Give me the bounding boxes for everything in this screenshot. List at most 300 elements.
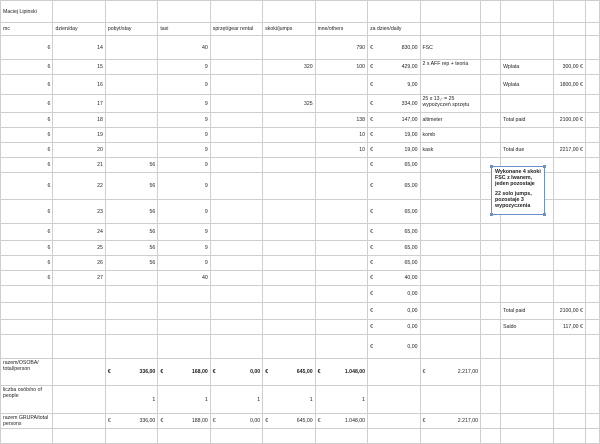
cell[interactable] xyxy=(263,158,315,173)
cell[interactable]: 9 xyxy=(158,75,210,95)
cell[interactable]: 1 xyxy=(210,386,262,414)
cell[interactable] xyxy=(481,60,501,75)
cell[interactable] xyxy=(315,335,367,359)
cell[interactable]: 6 xyxy=(1,241,53,256)
cell[interactable]: 25 x 13,- = 25 wypożyczeń sprzętu xyxy=(420,95,481,113)
cell[interactable]: altimeter xyxy=(420,113,481,128)
cell[interactable] xyxy=(210,75,262,95)
cell[interactable] xyxy=(1,320,53,335)
cell[interactable] xyxy=(368,60,420,75)
cell[interactable] xyxy=(315,1,367,23)
cell[interactable]: 56 xyxy=(105,173,157,200)
cell[interactable] xyxy=(553,256,585,271)
cell[interactable] xyxy=(420,173,481,200)
cell[interactable] xyxy=(263,173,315,200)
cell[interactable] xyxy=(501,286,553,303)
cell[interactable] xyxy=(368,303,420,320)
cell[interactable] xyxy=(553,128,585,143)
cell[interactable] xyxy=(501,95,553,113)
column-header[interactable] xyxy=(481,23,501,36)
cell[interactable]: 17 xyxy=(53,95,105,113)
cell[interactable] xyxy=(585,286,599,303)
cell[interactable]: 2100,00 € xyxy=(553,303,585,320)
column-header[interactable]: sprzęt/gear rental xyxy=(210,23,262,36)
cell[interactable]: 6 xyxy=(1,158,53,173)
cell[interactable]: razem GRUPA/total persons xyxy=(1,414,53,429)
cell[interactable]: 25 xyxy=(53,241,105,256)
cell[interactable]: 1800,00 € xyxy=(553,75,585,95)
cell[interactable] xyxy=(585,224,599,241)
cell[interactable]: 2100,00 € xyxy=(553,113,585,128)
cell[interactable] xyxy=(368,113,420,128)
cell[interactable]: 1 xyxy=(315,386,367,414)
cell[interactable]: 6 xyxy=(1,75,53,95)
cell[interactable] xyxy=(368,271,420,286)
cell[interactable]: 21 xyxy=(53,158,105,173)
cell[interactable]: 9 xyxy=(158,95,210,113)
cell[interactable] xyxy=(368,286,420,303)
cell[interactable] xyxy=(553,158,585,173)
cell[interactable] xyxy=(585,95,599,113)
cell[interactable] xyxy=(210,1,262,23)
cell[interactable] xyxy=(420,320,481,335)
cell[interactable] xyxy=(420,429,481,444)
cell[interactable]: 6 xyxy=(1,271,53,286)
cell[interactable] xyxy=(105,303,157,320)
cell[interactable] xyxy=(501,256,553,271)
cell[interactable]: 6 xyxy=(1,143,53,158)
cell[interactable] xyxy=(210,320,262,335)
cell[interactable]: 27 xyxy=(53,271,105,286)
cell[interactable] xyxy=(420,241,481,256)
cell[interactable] xyxy=(585,36,599,60)
cell[interactable] xyxy=(210,158,262,173)
cell[interactable] xyxy=(585,303,599,320)
cell[interactable] xyxy=(158,1,210,23)
cell[interactable] xyxy=(368,241,420,256)
cell[interactable] xyxy=(481,128,501,143)
cell[interactable] xyxy=(481,286,501,303)
cell[interactable]: Total paid xyxy=(501,303,553,320)
cell[interactable] xyxy=(210,271,262,286)
cell[interactable]: 56 xyxy=(105,200,157,224)
cell[interactable] xyxy=(105,143,157,158)
cell[interactable] xyxy=(368,200,420,224)
cell[interactable] xyxy=(420,359,481,386)
cell[interactable]: 1 xyxy=(105,386,157,414)
cell[interactable] xyxy=(315,320,367,335)
cell[interactable] xyxy=(263,113,315,128)
cell[interactable]: 40 xyxy=(158,271,210,286)
cell[interactable] xyxy=(368,75,420,95)
cell[interactable] xyxy=(158,286,210,303)
cell[interactable] xyxy=(553,200,585,224)
cell[interactable] xyxy=(553,173,585,200)
cell[interactable] xyxy=(420,414,481,429)
cell[interactable]: 1 xyxy=(263,386,315,414)
cell[interactable] xyxy=(585,429,599,444)
cell[interactable] xyxy=(481,224,501,241)
cell[interactable] xyxy=(210,95,262,113)
cell[interactable] xyxy=(315,429,367,444)
cell[interactable]: FSC xyxy=(420,36,481,60)
cell[interactable] xyxy=(263,200,315,224)
cell[interactable]: 9 xyxy=(158,200,210,224)
cell[interactable]: 9 xyxy=(158,241,210,256)
cell[interactable]: 23 xyxy=(53,200,105,224)
cell[interactable]: 9 xyxy=(158,60,210,75)
cell[interactable] xyxy=(1,286,53,303)
cell[interactable] xyxy=(420,256,481,271)
column-header[interactable] xyxy=(420,23,481,36)
cell[interactable]: kask xyxy=(420,143,481,158)
cell[interactable] xyxy=(481,335,501,359)
cell[interactable] xyxy=(158,303,210,320)
cell[interactable] xyxy=(368,359,420,386)
cell[interactable] xyxy=(263,75,315,95)
cell[interactable]: 6 xyxy=(1,128,53,143)
cell[interactable] xyxy=(368,320,420,335)
column-header[interactable] xyxy=(501,23,553,36)
cell[interactable]: 6 xyxy=(1,36,53,60)
cell[interactable] xyxy=(210,429,262,444)
cell[interactable]: 6 xyxy=(1,113,53,128)
cell[interactable] xyxy=(263,429,315,444)
cell[interactable] xyxy=(553,335,585,359)
cell[interactable]: razem/OSOBA/ total/person xyxy=(1,359,53,386)
cell[interactable] xyxy=(263,271,315,286)
cell[interactable] xyxy=(501,224,553,241)
cell[interactable]: 6 xyxy=(1,200,53,224)
cell[interactable] xyxy=(263,241,315,256)
cell[interactable] xyxy=(481,320,501,335)
cell[interactable]: 6 xyxy=(1,224,53,241)
cell[interactable] xyxy=(315,158,367,173)
cell[interactable] xyxy=(210,36,262,60)
cell[interactable] xyxy=(368,36,420,60)
cell[interactable]: 9 xyxy=(158,256,210,271)
cell[interactable] xyxy=(368,429,420,444)
cell[interactable] xyxy=(481,271,501,286)
cell[interactable] xyxy=(53,303,105,320)
cell[interactable]: 6 xyxy=(1,95,53,113)
cell[interactable]: 6 xyxy=(1,173,53,200)
cell[interactable] xyxy=(315,271,367,286)
cell[interactable] xyxy=(481,113,501,128)
cell[interactable] xyxy=(501,429,553,444)
cell[interactable] xyxy=(315,241,367,256)
cell[interactable] xyxy=(585,335,599,359)
column-header[interactable]: skoki/jumps xyxy=(263,23,315,36)
cell[interactable] xyxy=(263,335,315,359)
cell[interactable] xyxy=(481,359,501,386)
cell[interactable]: 100 xyxy=(315,60,367,75)
cell[interactable]: 15 xyxy=(53,60,105,75)
cell[interactable] xyxy=(420,200,481,224)
cell[interactable] xyxy=(585,1,599,23)
cell[interactable] xyxy=(368,256,420,271)
sheet-title[interactable]: Maciej Lipinski xyxy=(1,1,53,23)
cell[interactable] xyxy=(585,60,599,75)
cell[interactable] xyxy=(501,359,553,386)
cell[interactable] xyxy=(263,286,315,303)
cell[interactable] xyxy=(210,256,262,271)
cell[interactable] xyxy=(420,158,481,173)
cell[interactable] xyxy=(420,335,481,359)
cell[interactable] xyxy=(105,286,157,303)
cell[interactable] xyxy=(368,335,420,359)
cell[interactable] xyxy=(481,429,501,444)
cell[interactable] xyxy=(585,359,599,386)
cell[interactable] xyxy=(210,241,262,256)
cell[interactable]: 40 xyxy=(158,36,210,60)
cell[interactable]: komb xyxy=(420,128,481,143)
column-header[interactable]: taxi xyxy=(158,23,210,36)
cell[interactable] xyxy=(210,303,262,320)
cell[interactable]: 9 xyxy=(158,173,210,200)
column-header[interactable]: mc xyxy=(1,23,53,36)
cell[interactable] xyxy=(553,429,585,444)
cell[interactable] xyxy=(210,128,262,143)
cell[interactable] xyxy=(368,95,420,113)
cell[interactable]: 6 xyxy=(1,256,53,271)
cell[interactable] xyxy=(420,1,481,23)
cell[interactable] xyxy=(315,414,367,429)
cell[interactable]: 10 xyxy=(315,143,367,158)
cell[interactable]: 790 xyxy=(315,36,367,60)
cell[interactable]: 56 xyxy=(105,224,157,241)
cell[interactable] xyxy=(481,95,501,113)
cell[interactable]: 325 xyxy=(263,95,315,113)
column-header[interactable] xyxy=(585,23,599,36)
cell[interactable] xyxy=(315,95,367,113)
cell[interactable] xyxy=(105,128,157,143)
cell[interactable] xyxy=(263,320,315,335)
cell[interactable]: 56 xyxy=(105,241,157,256)
cell[interactable] xyxy=(481,36,501,60)
cell[interactable]: Total due xyxy=(501,143,553,158)
cell[interactable] xyxy=(105,429,157,444)
cell[interactable] xyxy=(53,286,105,303)
cell[interactable]: 2217,00 € xyxy=(553,143,585,158)
cell[interactable]: 117,00 € xyxy=(553,320,585,335)
cell[interactable] xyxy=(158,320,210,335)
cell[interactable] xyxy=(368,224,420,241)
cell[interactable] xyxy=(210,335,262,359)
cell[interactable]: 10 xyxy=(315,128,367,143)
cell[interactable]: 1 xyxy=(158,386,210,414)
cell-comment-note[interactable] xyxy=(491,166,545,215)
cell[interactable] xyxy=(315,173,367,200)
column-header[interactable] xyxy=(553,23,585,36)
cell[interactable]: 18 xyxy=(53,113,105,128)
cell[interactable] xyxy=(481,75,501,95)
cell[interactable]: 9 xyxy=(158,224,210,241)
cell[interactable] xyxy=(553,36,585,60)
cell[interactable] xyxy=(53,414,105,429)
cell[interactable] xyxy=(53,335,105,359)
cell[interactable] xyxy=(481,303,501,320)
cell[interactable] xyxy=(1,303,53,320)
cell[interactable] xyxy=(553,241,585,256)
cell[interactable] xyxy=(210,414,262,429)
cell[interactable]: 9 xyxy=(158,113,210,128)
cell[interactable] xyxy=(53,429,105,444)
cell[interactable] xyxy=(420,224,481,241)
cell[interactable]: Wplata xyxy=(501,75,553,95)
cell[interactable] xyxy=(315,286,367,303)
cell[interactable] xyxy=(263,143,315,158)
cell[interactable] xyxy=(585,256,599,271)
cell[interactable]: 9 xyxy=(158,158,210,173)
cell[interactable] xyxy=(315,359,367,386)
cell[interactable] xyxy=(210,224,262,241)
cell[interactable] xyxy=(420,271,481,286)
cell[interactable] xyxy=(263,224,315,241)
cell[interactable] xyxy=(420,75,481,95)
cell[interactable] xyxy=(263,414,315,429)
cell[interactable] xyxy=(105,271,157,286)
cell[interactable] xyxy=(210,359,262,386)
cell[interactable] xyxy=(105,359,157,386)
cell[interactable]: 22 xyxy=(53,173,105,200)
cell[interactable] xyxy=(368,158,420,173)
cell[interactable] xyxy=(501,335,553,359)
cell[interactable] xyxy=(585,414,599,429)
cell[interactable] xyxy=(210,60,262,75)
cell[interactable] xyxy=(585,128,599,143)
cell[interactable] xyxy=(420,303,481,320)
column-header[interactable]: inne/others xyxy=(315,23,367,36)
cell[interactable] xyxy=(315,200,367,224)
cell[interactable] xyxy=(368,128,420,143)
cell[interactable]: 56 xyxy=(105,256,157,271)
cell[interactable]: liczba osób/no of people xyxy=(1,386,53,414)
cell[interactable] xyxy=(105,1,157,23)
cell[interactable] xyxy=(315,303,367,320)
cell[interactable] xyxy=(553,414,585,429)
cell[interactable] xyxy=(420,286,481,303)
cell[interactable] xyxy=(501,271,553,286)
cell[interactable]: Saldo xyxy=(501,320,553,335)
column-header[interactable]: dzien/day xyxy=(53,23,105,36)
cell[interactable] xyxy=(553,286,585,303)
cell[interactable] xyxy=(553,271,585,286)
cell[interactable] xyxy=(105,335,157,359)
cell[interactable]: 19 xyxy=(53,128,105,143)
cell[interactable] xyxy=(585,143,599,158)
cell[interactable] xyxy=(368,143,420,158)
cell[interactable]: 300,00 € xyxy=(553,60,585,75)
cell[interactable] xyxy=(1,429,53,444)
cell[interactable]: Wplata xyxy=(501,60,553,75)
cell[interactable] xyxy=(263,128,315,143)
cell[interactable] xyxy=(105,414,157,429)
cell[interactable] xyxy=(53,359,105,386)
cell[interactable] xyxy=(481,256,501,271)
cell[interactable] xyxy=(158,414,210,429)
cell[interactable] xyxy=(263,1,315,23)
cell[interactable] xyxy=(315,75,367,95)
cell[interactable] xyxy=(501,1,553,23)
cell[interactable] xyxy=(1,335,53,359)
cell[interactable] xyxy=(501,128,553,143)
cell[interactable] xyxy=(315,256,367,271)
cell[interactable] xyxy=(105,36,157,60)
cell[interactable] xyxy=(553,1,585,23)
cell[interactable] xyxy=(263,359,315,386)
cell[interactable] xyxy=(481,414,501,429)
cell[interactable] xyxy=(53,320,105,335)
cell[interactable] xyxy=(481,143,501,158)
cell[interactable] xyxy=(210,173,262,200)
cell[interactable] xyxy=(210,113,262,128)
cell[interactable] xyxy=(585,320,599,335)
cell[interactable]: 9 xyxy=(158,128,210,143)
cell[interactable] xyxy=(501,36,553,60)
cell[interactable] xyxy=(585,173,599,200)
cell[interactable] xyxy=(53,1,105,23)
cell[interactable] xyxy=(481,1,501,23)
cell[interactable] xyxy=(585,200,599,224)
cell[interactable] xyxy=(585,75,599,95)
cell[interactable] xyxy=(315,224,367,241)
cell[interactable] xyxy=(105,60,157,75)
cell[interactable] xyxy=(105,320,157,335)
cell[interactable] xyxy=(368,1,420,23)
cell[interactable]: 6 xyxy=(1,60,53,75)
cell[interactable] xyxy=(368,414,420,429)
cell[interactable]: 56 xyxy=(105,158,157,173)
cell[interactable]: Total paid xyxy=(501,113,553,128)
cell[interactable] xyxy=(210,143,262,158)
cell[interactable] xyxy=(585,241,599,256)
cell[interactable] xyxy=(481,241,501,256)
cell[interactable]: 2 x AFF rep + teoria xyxy=(420,60,481,75)
cell[interactable] xyxy=(210,286,262,303)
cell[interactable]: 138 xyxy=(315,113,367,128)
cell[interactable]: 320 xyxy=(263,60,315,75)
cell[interactable]: 14 xyxy=(53,36,105,60)
cell[interactable] xyxy=(263,303,315,320)
cell[interactable] xyxy=(501,241,553,256)
cell[interactable] xyxy=(158,335,210,359)
cell[interactable] xyxy=(105,113,157,128)
column-header[interactable]: pobyt/stay xyxy=(105,23,157,36)
cell[interactable]: 20 xyxy=(53,143,105,158)
cell[interactable] xyxy=(263,256,315,271)
cell[interactable] xyxy=(210,200,262,224)
cell[interactable] xyxy=(158,359,210,386)
cell[interactable] xyxy=(263,36,315,60)
cell[interactable] xyxy=(585,113,599,128)
cell[interactable]: 16 xyxy=(53,75,105,95)
cell[interactable] xyxy=(158,429,210,444)
cell[interactable] xyxy=(105,95,157,113)
cell[interactable] xyxy=(585,271,599,286)
cell[interactable] xyxy=(553,95,585,113)
column-header[interactable]: za dzien/daily xyxy=(368,23,420,36)
cell[interactable] xyxy=(501,414,553,429)
cell[interactable]: 24 xyxy=(53,224,105,241)
cell[interactable] xyxy=(585,158,599,173)
cell[interactable]: 9 xyxy=(158,143,210,158)
cell[interactable]: 26 xyxy=(53,256,105,271)
cell[interactable] xyxy=(105,75,157,95)
cell[interactable] xyxy=(368,173,420,200)
cell[interactable] xyxy=(553,359,585,386)
cell[interactable] xyxy=(553,224,585,241)
